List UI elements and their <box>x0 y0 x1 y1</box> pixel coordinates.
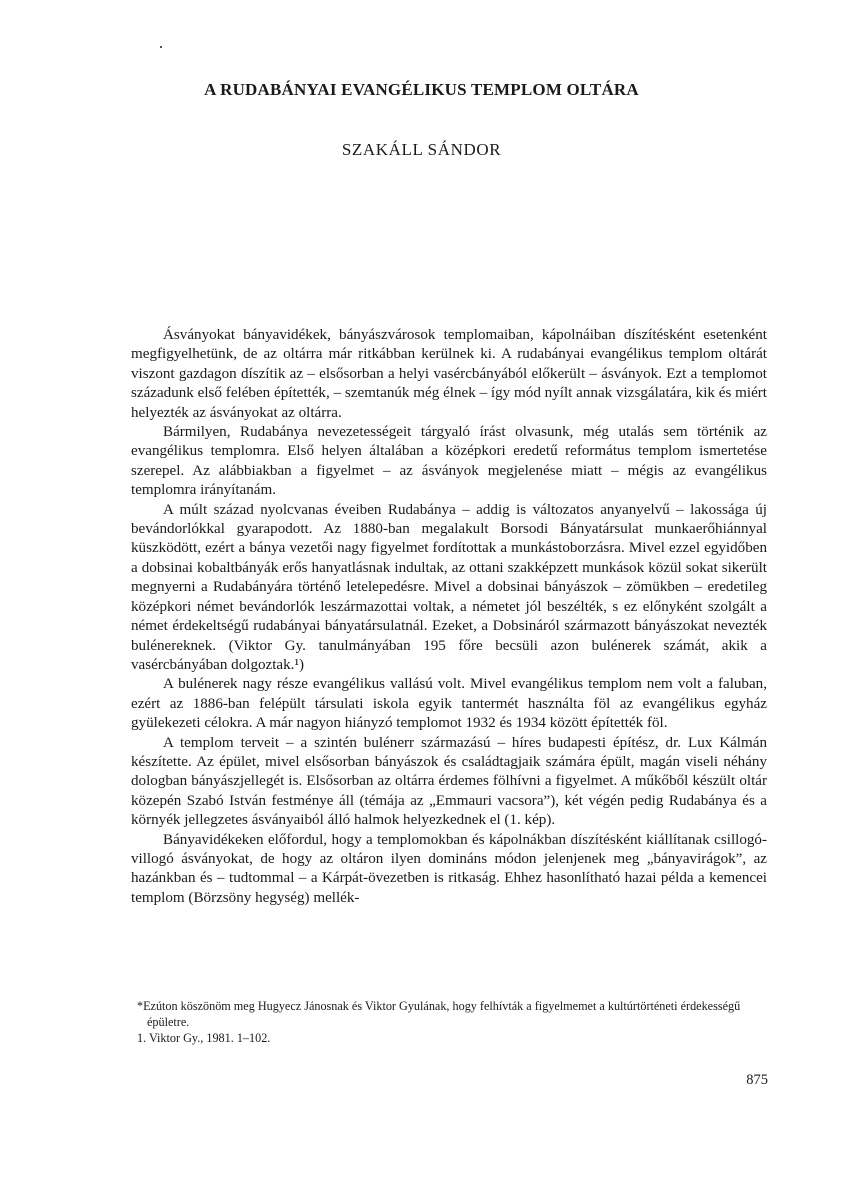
footnote-acknowledgement: *Ezúton köszönöm meg Hugyecz Jánosnak és Viktor Gyulának, hogy felhívták a figyelmemet a kultúrtörténeti érdekességű épületre. <box>137 999 741 1029</box>
article-body <box>131 326 767 908</box>
footnotes <box>131 998 767 1046</box>
author-name: SZAKÁLL SÁNDOR <box>341 140 502 159</box>
paragraph: Bármilyen, Rudabánya nevezetességeit tárgyaló írást olvasunk, még utalás sem történik az evangélikus templomra. Első helyen általában a középkori eredetű református templom ismertetése szerepel. Az alábbiakban a figyelmet – az ásványok megjelenése miatt – mégis az evangélikus templomra irányítanám. <box>131 424 767 499</box>
paragraph: Ásványokat bányavidékek, bányászvárosok templomaiban, kápolnáiban díszítésként esetenként megfigyelhetünk, de az oltárra már ritkábban kerülnek ki. A rudabányai evangélikus templom oltárát viszont gazdagon díszítik az – elsősorban a helyi vasércbányából előkerült – ásványok. Ezt a templomot századunk első felében építették, – szemtanúk még élnek – így mód nyílt annak vizsgálatára, kik és miért helyezték az ásványokat az oltárra. <box>131 327 767 421</box>
page-number: 875 <box>746 1072 768 1088</box>
article-title: A RUDABÁNYAI EVANGÉLIKUS TEMPLOM OLTÁRA <box>204 80 639 99</box>
footnote-reference: 1. Viktor Gy., 1981. 1–102. <box>137 1031 271 1045</box>
paragraph: Bányavidékeken előfordul, hogy a templomokban és kápolnákban díszítésként kiállítanak csillogó-villogó ásványokat, de hogy az oltáron ilyen domináns módon jelenjenek meg „bányavirágok”, az hazánkban és – tudtommal – a Kárpát-övezetben is ritkaság. Ehhez hasonlítható hazai példa a kemencei templom (Börzsöny hegység) mellék- <box>131 831 767 906</box>
scan-speck <box>160 46 162 48</box>
paragraph: A templom terveit – a szintén bulénerr származású – híres budapesti építész, dr. Lux Kálmán készítette. Az épület, mivel elsősorban bányászok és családtagjaik számára épült, magán viseli néhány dologban bányászjellegét is. Elsősorban az oltárra érdemes fölhívni a figyelmet. A műkőből készült oltár közepén Szabó István festménye áll (témája az „Emmauri vacsora”), két végén pedig Rudabánya és a környék jellegzetes ásványaiból álló halmok helyezkednek el (1. kép). <box>131 734 767 829</box>
paragraph: A múlt század nyolcvanas éveiben Rudabánya – addig is változatos anyanyelvű – lakossága új bevándorlókkal gyarapodott. Az 1880-ban megalakult Borsodi Bányatársulat munkaerőhiánnyal küszködött, ezért a bánya vezetői nagy figyelmet fordítottak a munkástoborzásra. Mivel ezzel egyidőben a dobsinai kobaltbányák erős hanyatlásnak indultak, az ottani szakképzett munkások közül sokat sikerült megnyerni a Rudabányára történő letelepedésre. Mivel a dobsinai bányászok – zömükben – eredetileg középkori német bevándorlók leszármazottai voltak, a németet jól beszélték, s ez előnyként szolgált a német érdekeltségű rudabányai bányatársulatnál. Ezeket, a Dobsináról származott bányászokat nevezték bulénereknek. (Viktor Gy. tanulmányában 195 főre becsüli azon bulénerek számát, akik a vasércbányában dolgoztak.¹) <box>131 501 767 673</box>
paragraph: A bulénerek nagy része evangélikus vallású volt. Mivel evangélikus templom nem volt a faluban, ezért az 1886-ban felépült társulati iskola egyik tantermét használta föl az evangélikus egyház gyülekezeti célokra. A már nagyon hiányzó templomot 1932 és 1934 között építették föl. <box>131 676 767 732</box>
